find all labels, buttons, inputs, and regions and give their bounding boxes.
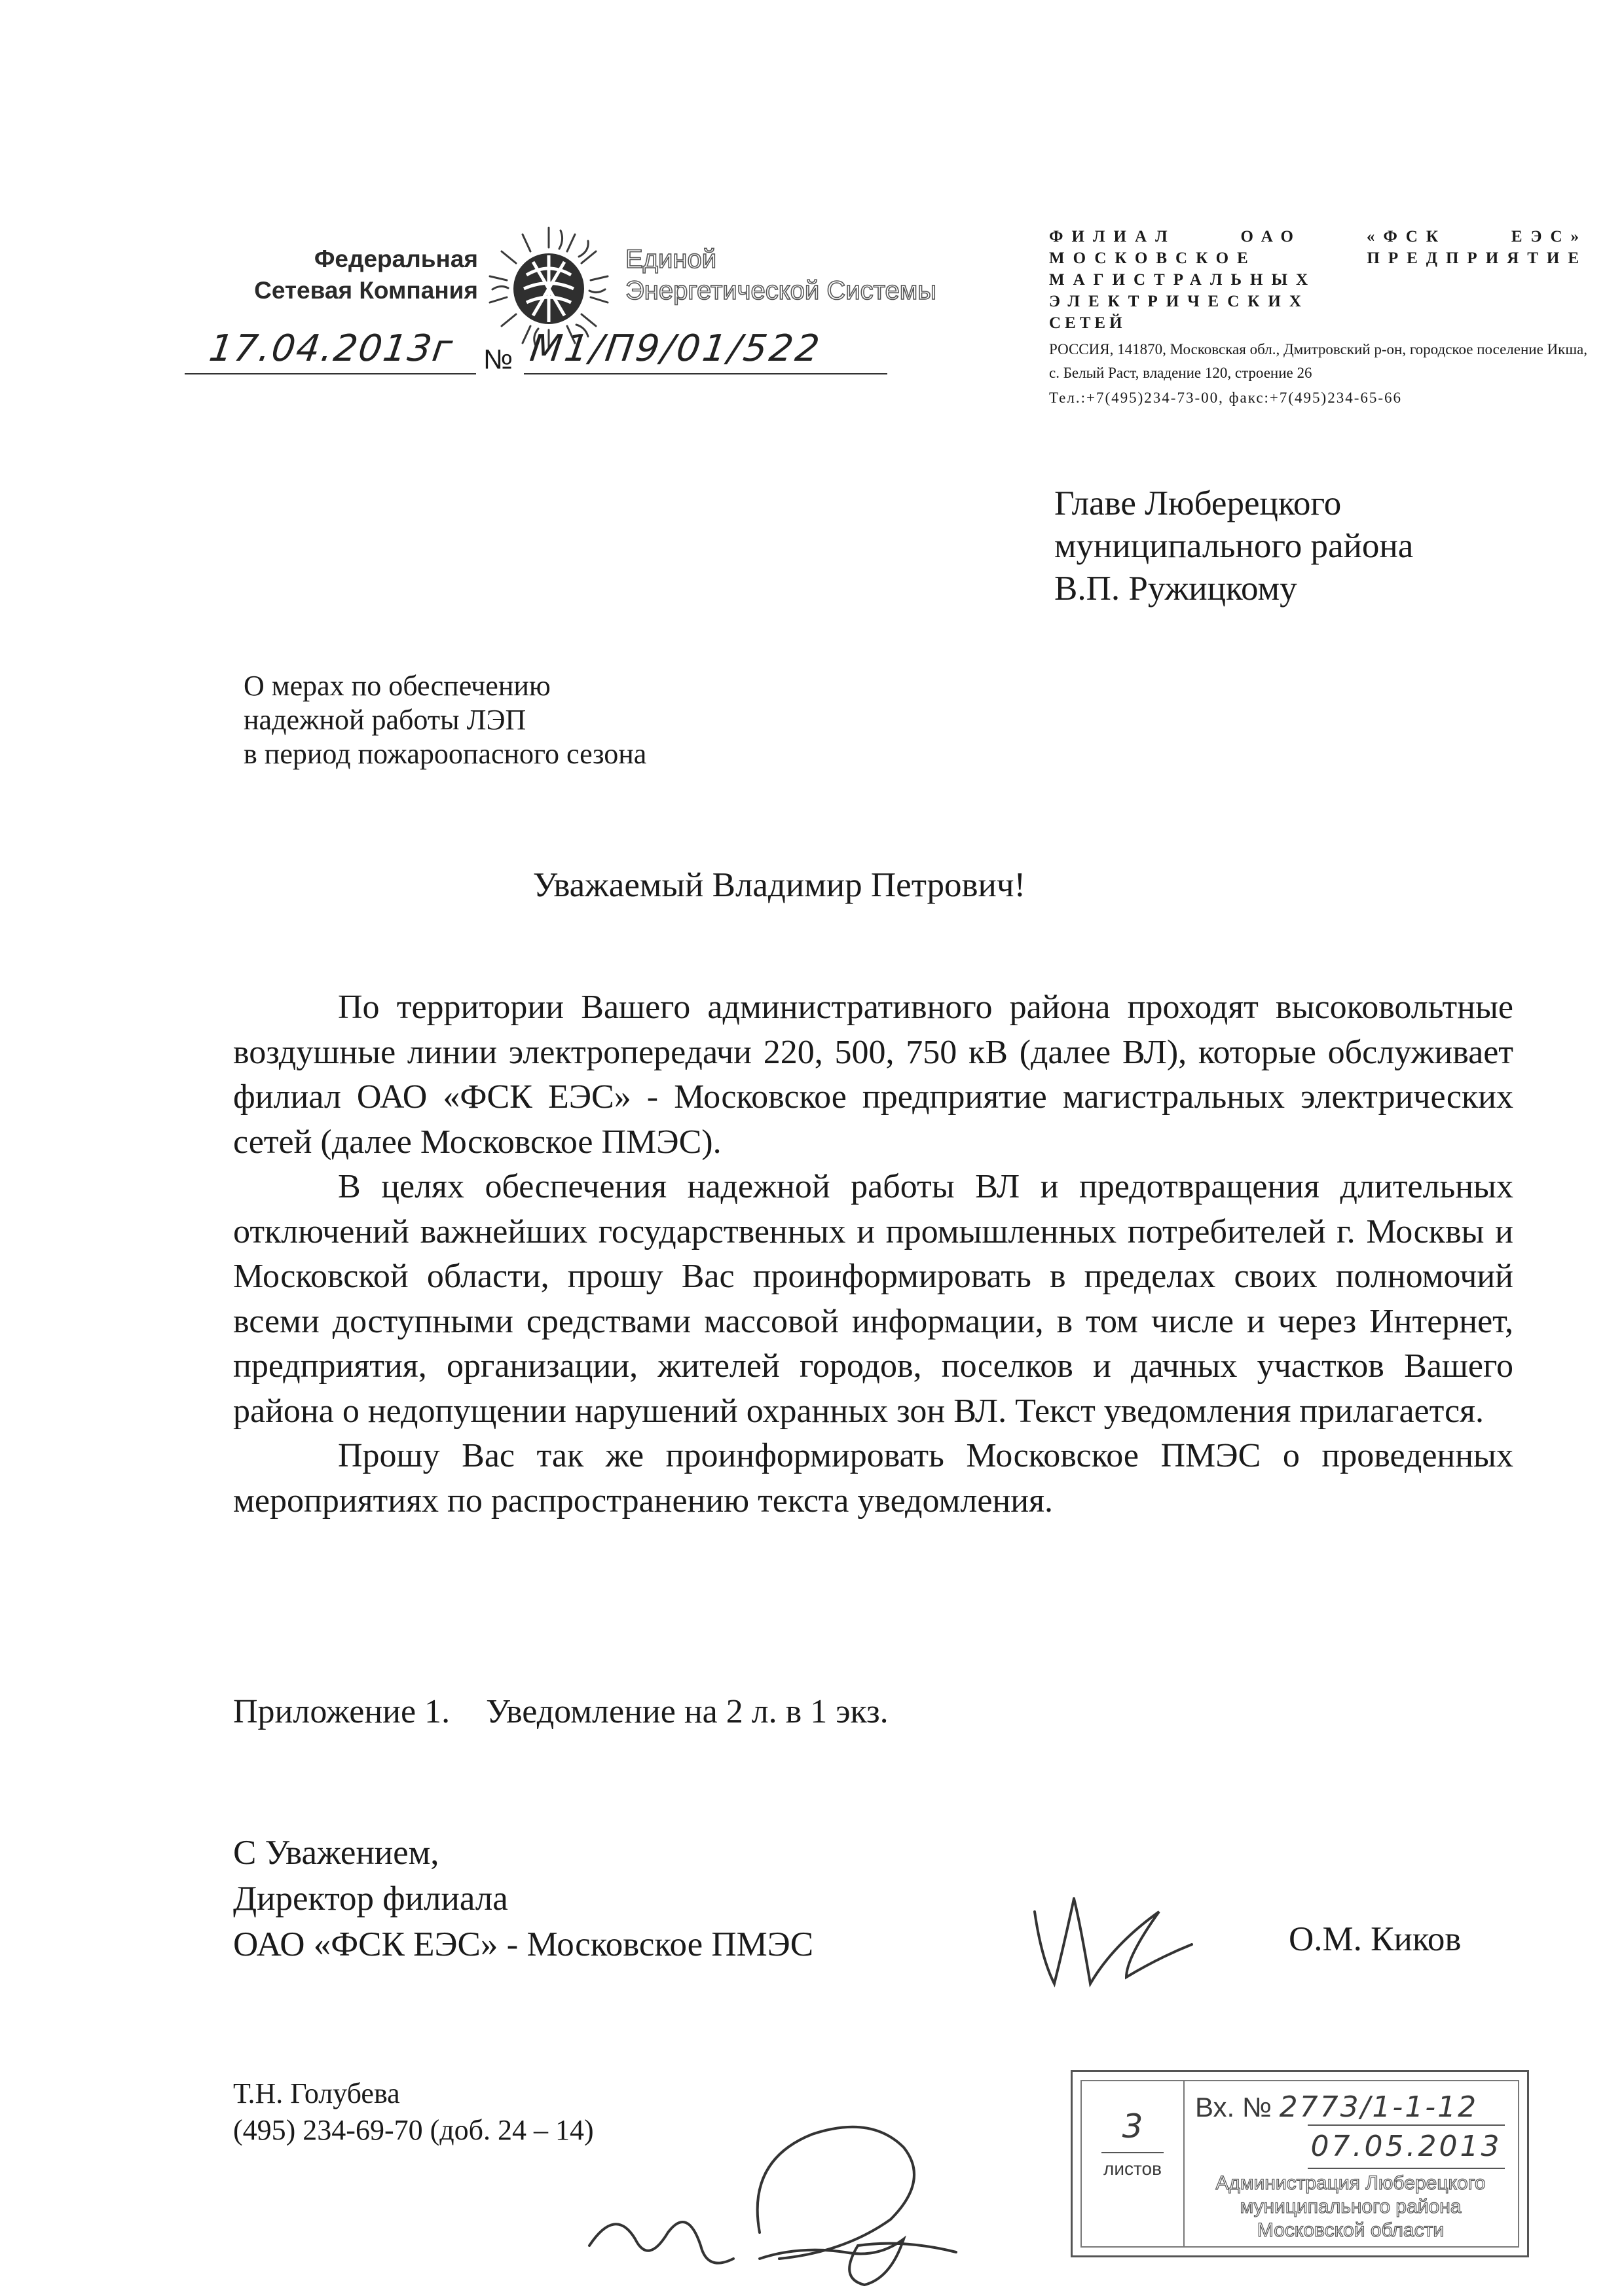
addressee [1054, 483, 1413, 610]
closing-line: С Уважением, [233, 1834, 439, 1872]
subject-line: в период пожароопасного сезона [244, 738, 647, 770]
body-paragraph: По территории Вашего административного района проходят высоковольтные воздушные линии электропередачи 220, 500, 750 кВ (далее ВЛ), которые обслуживает филиал ОАО «ФСК ЕЭС» - Московское предприятие магистральных электрических сетей (далее Московское ПМЭС). [233, 989, 1513, 1161]
logo-text-left [131, 244, 478, 306]
stamp-count-underline [1101, 2152, 1164, 2153]
signer-name: О.М. Киков [1289, 1920, 1462, 1958]
closing-line: ОАО «ФСК ЕЭС» - Московское ПМЭС [233, 1925, 814, 1963]
stamp-organization [1183, 2172, 1518, 2242]
contact-block [233, 2075, 594, 2149]
stamp-sheets-label: листов [1103, 2159, 1162, 2179]
sender-phone: Тел.:+7(495)234-73-00, факс:+7(495)234-65-66 [1049, 390, 1403, 406]
attachment-text: Уведомление на 2 л. в 1 экз. [486, 1693, 889, 1730]
sender-block [1049, 226, 1587, 410]
letter-body [233, 985, 1513, 1523]
sender-title-line: МОСКОВСКОЕ ПРЕДПРИЯТИЕ [1049, 249, 1587, 267]
logo-line: Сетевая Компания [254, 277, 478, 304]
salutation: Уважаемый Владимир Петрович! [532, 866, 1026, 904]
stamp-incoming-label: Вх. № [1195, 2092, 1272, 2123]
handwritten-initials [563, 2082, 969, 2296]
contact-name: Т.Н. Голубева [233, 2077, 400, 2109]
logo-line: Федеральная [314, 246, 478, 272]
stamp-date-underline [1308, 2168, 1505, 2169]
addressee-line: муниципального района [1054, 527, 1414, 565]
stamp-registration-cell [1183, 2081, 1518, 2246]
body-paragraph: Прошу Вас так же проинформировать Московское ПМЭС о проведенных мероприятиях по распространению текста уведомления. [233, 1437, 1513, 1520]
stamp-incoming-row [1195, 2090, 1478, 2124]
number-sign: № [483, 344, 513, 374]
addressee-line: Главе Люберецкого [1054, 484, 1342, 522]
incoming-stamp [1071, 2070, 1529, 2257]
closing-block [233, 1830, 813, 1967]
logo-line: Энергетической Системы [625, 276, 936, 305]
stamp-incoming-date: 07.05.2013 [1310, 2130, 1502, 2163]
date-underline [185, 373, 476, 374]
stamp-organization-line: Администрация Люберецкого [1215, 2172, 1486, 2194]
body-paragraph: В целях обеспечения надежной работы ВЛ и предотвращения длительных отключений важнейших государственных и промышленных потребителей г. Москвы и Московской области, прошу Вас проинформировать в пределах своих полномочий всеми доступными средствами массовой информации, в том числе и через Интернет, предприятия, организации, жителей городов, поселков и дачных участков Вашего района о недопущении нарушений охранных зон ВЛ. Текст уведомления прилагается. [233, 1168, 1513, 1430]
logo-line: Единой [625, 245, 717, 274]
outgoing-number: М1/П9/01/522 [527, 327, 825, 370]
stamp-frame [1080, 2080, 1519, 2248]
outgoing-date: 17.04.2013г [206, 327, 456, 370]
contact-phone: (495) 234-69-70 (доб. 24 – 14) [233, 2114, 594, 2146]
stamp-sheets-cell [1082, 2081, 1185, 2246]
subject-line: надежной работы ЛЭП [244, 704, 526, 736]
number-underline [524, 373, 887, 374]
attachment-label: Приложение 1. [233, 1693, 451, 1730]
attachment [233, 1692, 889, 1731]
stamp-sheets-count: 3 [1122, 2107, 1143, 2145]
stamp-organization-line: Московской области [1257, 2219, 1445, 2241]
stamp-number-underline [1308, 2124, 1505, 2126]
subject-line: О мерах по обеспечению [244, 670, 551, 702]
addressee-line: В.П. Ружицкому [1054, 570, 1297, 608]
closing-line: Директор филиала [233, 1880, 508, 1918]
stamp-organization-line: муниципального района [1240, 2196, 1462, 2217]
stamp-incoming-number: 2773/1-1-12 [1279, 2090, 1479, 2124]
sender-title-line: ФИЛИАЛ ОАО «ФСК ЕЭС» [1049, 228, 1587, 246]
director-signature [1028, 1886, 1225, 1997]
sender-title-line: МАГИСТРАЛЬНЫХ ЭЛЕКТРИЧЕСКИХ [1049, 271, 1317, 310]
sender-title-line: СЕТЕЙ [1049, 314, 1126, 332]
logo-text-right [625, 244, 936, 306]
subject [244, 669, 646, 771]
sender-address: РОССИЯ, 141870, Московская обл., Дмитровский р-он, городское поселение Икша, с. Белый Раст, владение 120, строение 26 [1049, 341, 1587, 381]
